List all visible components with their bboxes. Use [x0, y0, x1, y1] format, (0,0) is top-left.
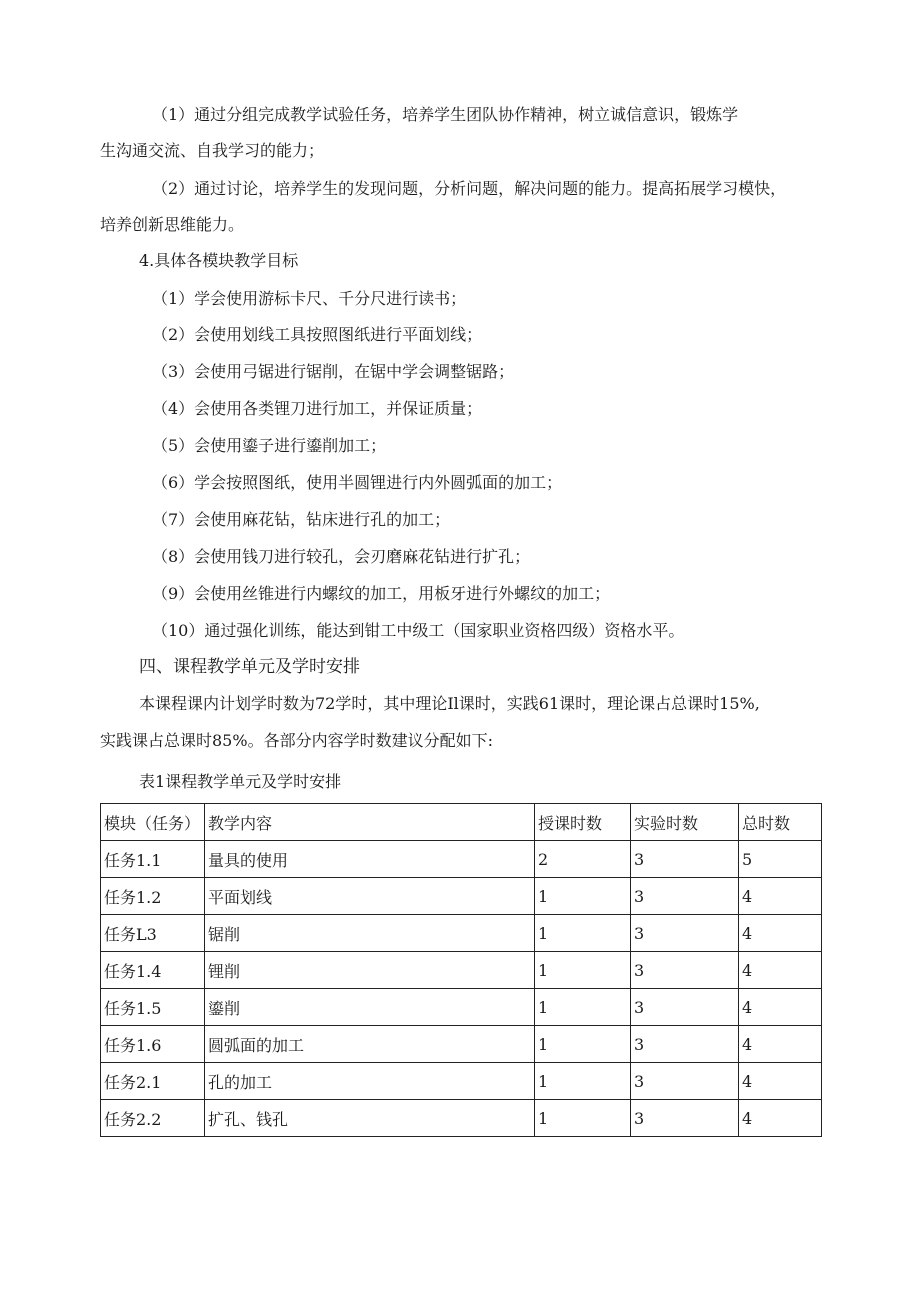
module-goal-item: （5）会使用鎏子进行鎏削加工；: [152, 436, 387, 455]
cell-module: 任务L3: [101, 915, 205, 952]
cell-lab-hours: 3: [631, 1100, 739, 1137]
cell-lecture-hours: 1: [535, 1100, 631, 1137]
cell-lab-hours: 3: [631, 989, 739, 1026]
cell-content: 孔的加工: [205, 1063, 535, 1100]
module-goal-item: （8）会使用钱刀进行较孔，会刃磨麻花钻进行扩孔；: [152, 547, 531, 566]
paragraph-discussion-line2: 培养创新思维能力。: [100, 215, 245, 234]
table-row: [101, 952, 822, 989]
teaching-units-table: [100, 803, 822, 1137]
paragraph-discussion-line1: （2）通过讨论，培养学生的发现问题，分析问题，解决问题的能力。提高拓展学习模快，: [152, 179, 787, 198]
cell-total-hours: 5: [739, 841, 822, 878]
table-row: [101, 841, 822, 878]
cell-lab-hours: 3: [631, 915, 739, 952]
table-row: [101, 1063, 822, 1100]
module-goal-item: （9）会使用丝锥进行内螺纹的加工，用板牙进行外螺纹的加工；: [152, 584, 611, 603]
module-goal-item: （10）通过强化训练，能达到钳工中级工（国家职业资格四级）资格水平。: [152, 621, 685, 640]
cell-lab-hours: 3: [631, 1063, 739, 1100]
cell-lecture-hours: 1: [535, 989, 631, 1026]
cell-total-hours: 4: [739, 1026, 822, 1063]
cell-lecture-hours: 1: [535, 1063, 631, 1100]
table-row: [101, 878, 822, 915]
cell-lab-hours: 3: [631, 878, 739, 915]
cell-module: 任务1.1: [101, 841, 205, 878]
module-goal-item: （7）会使用麻花钻，钻床进行孔的加工；: [152, 510, 451, 529]
table-row: [101, 1026, 822, 1063]
cell-content: 鎏削: [205, 989, 535, 1026]
header-content: 教学内容: [205, 804, 535, 841]
table-caption: 表1课程教学单元及学时安排: [139, 772, 342, 791]
header-lecture-hours: 授课时数: [535, 804, 631, 841]
cell-lab-hours: 3: [631, 1026, 739, 1063]
module-goal-item: （3）会使用弓锯进行锯削，在锯中学会调整锯路；: [152, 362, 515, 381]
cell-module: 任务2.1: [101, 1063, 205, 1100]
module-goals-heading: 4.具体各模块教学目标: [139, 251, 299, 270]
cell-lecture-hours: 1: [535, 915, 631, 952]
cell-total-hours: 4: [739, 915, 822, 952]
table-header-row: [101, 804, 822, 841]
section-four-intro-line1: 本课程课内计划学时数为72学时，其中理论Il课时，实践61课时，理论课占总课时15%,: [139, 694, 760, 713]
cell-lecture-hours: 1: [535, 1026, 631, 1063]
section-four-heading: 四、课程教学单元及学时安排: [139, 657, 360, 677]
cell-total-hours: 4: [739, 952, 822, 989]
table-row: [101, 989, 822, 1026]
cell-module: 任务1.5: [101, 989, 205, 1026]
module-goal-item: （6）学会按照图纸，使用半圆锂进行内外圆弧面的加工；: [152, 473, 563, 492]
module-goal-item: （1）学会使用游标卡尺、千分尺进行读书；: [152, 289, 467, 308]
cell-content: 量具的使用: [205, 841, 535, 878]
cell-content: 扩孔、钱孔: [205, 1100, 535, 1137]
module-goal-item: （2）会使用划线工具按照图纸进行平面划线；: [152, 325, 483, 344]
section-four-intro-line2: 实践课占总课时85%。各部分内容学时数建议分配如下:: [100, 731, 493, 750]
header-total-hours: 总时数: [739, 804, 822, 841]
table-row: [101, 1100, 822, 1137]
cell-module: 任务2.2: [101, 1100, 205, 1137]
cell-content: 圆弧面的加工: [205, 1026, 535, 1063]
header-lab-hours: 实验时数: [631, 804, 739, 841]
cell-lab-hours: 3: [631, 952, 739, 989]
cell-total-hours: 4: [739, 1063, 822, 1100]
cell-module: 任务1.6: [101, 1026, 205, 1063]
table-row: [101, 915, 822, 952]
cell-lecture-hours: 1: [535, 952, 631, 989]
cell-total-hours: 4: [739, 989, 822, 1026]
cell-module: 任务1.4: [101, 952, 205, 989]
cell-content: 锂削: [205, 952, 535, 989]
cell-lecture-hours: 1: [535, 878, 631, 915]
cell-content: 锯削: [205, 915, 535, 952]
cell-lecture-hours: 2: [535, 841, 631, 878]
paragraph-teamwork-line2: 生沟通交流、自我学习的能力；: [100, 141, 325, 160]
cell-total-hours: 4: [739, 878, 822, 915]
paragraph-teamwork-line1: （1）通过分组完成教学试验任务，培养学生团队协作精神，树立诚信意识，锻炼学: [152, 105, 739, 124]
cell-total-hours: 4: [739, 1100, 822, 1137]
cell-module: 任务1.2: [101, 878, 205, 915]
module-goal-item: （4）会使用各类锂刀进行加工，并保证质量；: [152, 399, 483, 418]
cell-content: 平面划线: [205, 878, 535, 915]
cell-lab-hours: 3: [631, 841, 739, 878]
header-module: 模块（任务）: [101, 804, 205, 841]
